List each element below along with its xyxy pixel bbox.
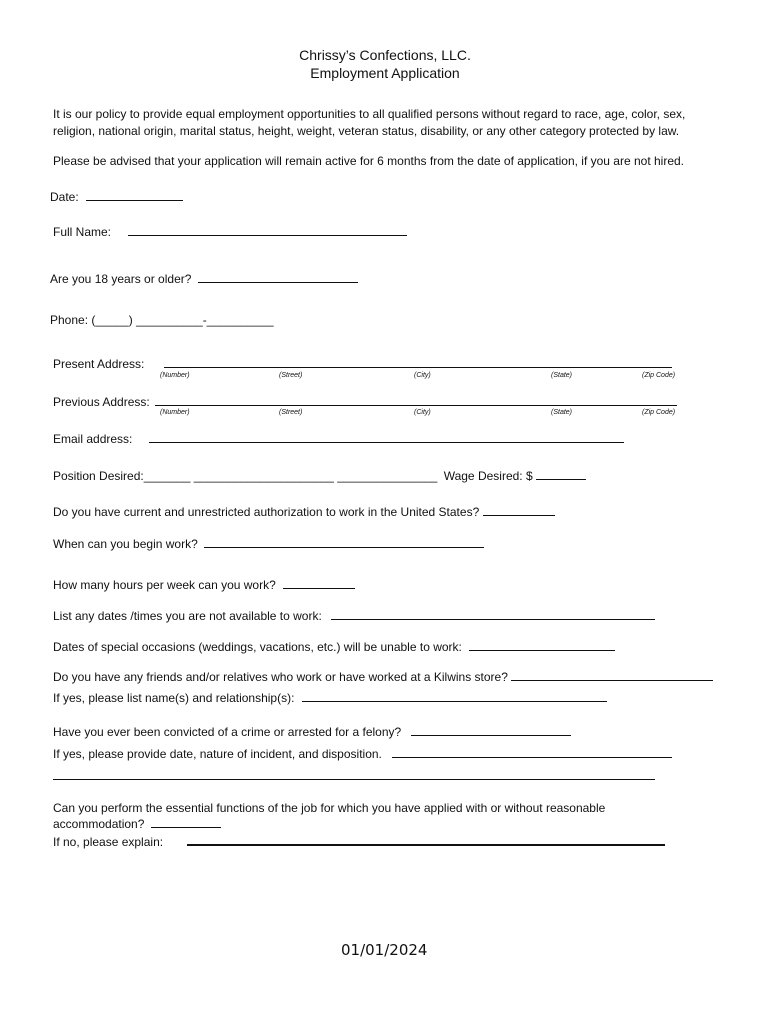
convicted-details-extra-line[interactable] [53, 767, 655, 780]
notice-text: Please be advised that your application will remain active for 6 months from the date of application, if you are not hired. [53, 154, 685, 168]
relatives-row [53, 668, 713, 686]
present-state-label: (State) [551, 372, 573, 379]
present-address-input-line[interactable] [164, 355, 672, 368]
hours-label: How many hours per week can you work? [53, 578, 276, 592]
position-label: Position Desired:_______ _____________________ _______________ [53, 469, 438, 483]
email-label: Email address: [53, 432, 133, 446]
essential-input-line[interactable] [151, 815, 221, 828]
present-city-label: (City) [414, 372, 431, 379]
date-input-line[interactable] [86, 188, 183, 201]
essential-label: accommodation? [53, 817, 145, 831]
relatives-list-input-line[interactable] [302, 689, 607, 702]
position-row[interactable] [53, 467, 586, 485]
explain-row [53, 832, 665, 851]
previous-address-row [53, 393, 677, 411]
previous-address-input-line[interactable] [155, 393, 677, 406]
explain-input-line[interactable] [187, 832, 665, 846]
company-name: Chrissy’s Confections, LLC. [299, 47, 471, 63]
previous-city-label: (City) [414, 409, 431, 416]
begin-work-row [53, 535, 484, 553]
convicted-details-extra-line-row [53, 767, 655, 783]
relatives-label: Do you have any friends and/or relatives who work or have worked at a Kilwins store? [53, 670, 508, 684]
convicted-input-line[interactable] [411, 723, 571, 736]
convicted-details-row [53, 745, 672, 763]
email-row [53, 430, 624, 448]
wage-input-line[interactable] [536, 467, 586, 480]
special-occasions-input-line[interactable] [469, 638, 615, 651]
authorization-label: Do you have current and unrestricted authorization to work in the United States? [53, 505, 480, 519]
age-row [50, 270, 358, 288]
previous-address-label: Previous Address: [53, 395, 150, 409]
authorization-row [53, 503, 555, 521]
phone-label: Phone: (_____) __________-__________ [50, 313, 274, 327]
relatives-input-line[interactable] [511, 668, 713, 681]
footer-date: 01/01/2024 [341, 941, 428, 959]
phone-row[interactable] [50, 312, 274, 329]
policy-line-2: religion, national origin, marital status, height, weight, veteran status, disability, or any other category protected by law. [53, 124, 680, 138]
relatives-list-row [53, 689, 607, 707]
previous-number-label: (Number) [160, 409, 190, 416]
email-input-line[interactable] [149, 430, 624, 443]
full-name-row [53, 223, 407, 241]
essential-line-1: Can you perform the essential functions of the job for which you have applied with or without reasonable [53, 801, 606, 815]
previous-state-label: (State) [551, 409, 573, 416]
present-zip-label: (Zip Code) [642, 372, 676, 379]
convicted-details-label: If yes, please provide date, nature of incident, and disposition. [53, 747, 382, 761]
previous-zip-label: (Zip Code) [642, 409, 676, 416]
hours-input-line[interactable] [283, 576, 355, 589]
convicted-row [53, 723, 571, 741]
full-name-label: Full Name: [53, 225, 112, 239]
relatives-list-label: If yes, please list name(s) and relationship(s): [53, 691, 295, 705]
convicted-details-input-line[interactable] [392, 745, 672, 758]
form-title: Employment Application [310, 65, 460, 81]
essential-row [53, 815, 221, 833]
present-street-label: (Street) [279, 372, 303, 379]
policy-line-1: It is our policy to provide equal employment opportunities to all qualified persons without regard to race, age, color, sex, [53, 107, 686, 121]
special-occasions-row [53, 638, 615, 656]
present-address-row [53, 355, 672, 373]
age-input-line[interactable] [198, 270, 358, 283]
present-number-label: (Number) [160, 372, 190, 379]
date-row [50, 188, 183, 206]
begin-work-input-line[interactable] [204, 535, 484, 548]
previous-street-label: (Street) [279, 409, 303, 416]
full-name-input-line[interactable] [128, 223, 407, 236]
special-occasions-label: Dates of special occasions (weddings, vacations, etc.) will be unable to work: [53, 640, 462, 654]
unavailable-input-line[interactable] [331, 607, 655, 620]
convicted-label: Have you ever been convicted of a crime or arrested for a felony? [53, 725, 402, 739]
age-label: Are you 18 years or older? [50, 272, 192, 286]
hours-row [53, 576, 355, 594]
authorization-input-line[interactable] [483, 503, 555, 516]
explain-label: If no, please explain: [53, 835, 164, 849]
date-label: Date: [50, 190, 79, 204]
begin-work-label: When can you begin work? [53, 537, 198, 551]
present-address-label: Present Address: [53, 357, 145, 371]
unavailable-label: List any dates /times you are not available to work: [53, 609, 322, 623]
wage-label: Wage Desired: $ [443, 469, 533, 483]
unavailable-row [53, 607, 655, 625]
